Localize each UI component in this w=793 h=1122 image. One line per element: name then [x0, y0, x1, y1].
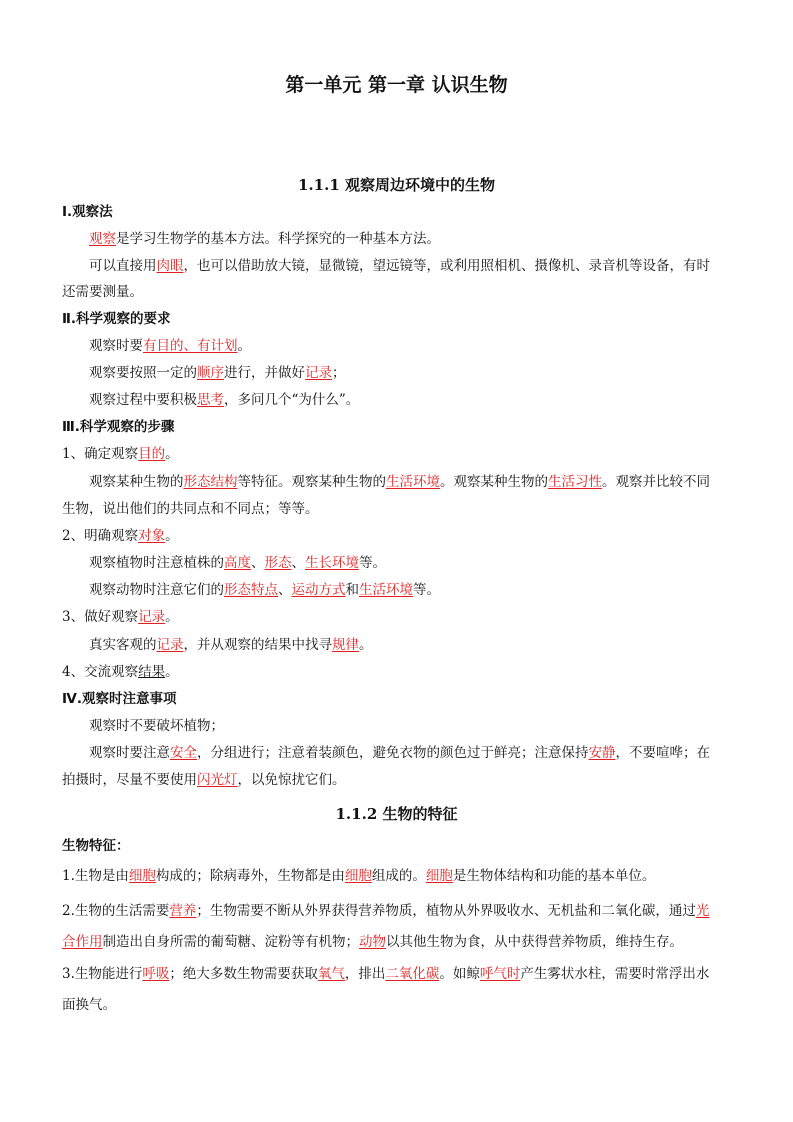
- highlight-term: 合作用: [62, 934, 103, 950]
- text-line: 拍摄时，尽量不要使用闪光灯，以免惊扰它们。: [62, 772, 346, 788]
- highlight-term: 思考: [197, 392, 224, 408]
- highlight-term: 目的: [138, 446, 166, 462]
- text-line: 观察过程中要积极思考，多问几个“为什么”。: [89, 392, 360, 408]
- text-line: 真实客观的记录，并从观察的结果中找寻规律。: [89, 637, 373, 653]
- text-line: 还需要测量。: [62, 284, 143, 300]
- text-line: 观察时不要破坏植物；: [89, 718, 224, 734]
- text-line: 生物，说出他们的共同点和不同点；等等。: [62, 501, 319, 517]
- highlight-term: 形态结构: [183, 474, 238, 490]
- page-title: 第一单元 第一章 认识生物: [285, 74, 508, 96]
- highlight-term: 氧气: [317, 966, 345, 982]
- text-line: 观察时要有目的、有计划。: [89, 338, 251, 354]
- text-line: 可以直接用肉眼，也可以借助放大镜，显微镜，望远镜等，或利用照相机、摄像机、录音机等设备，有时: [89, 258, 710, 274]
- section-title-1-1-2: 1.1.2 生物的特征: [335, 805, 458, 823]
- text-line: 合作用制造出自身所需的葡萄糖、淀粉等有机物；动物以其他生物为食，从中获得营养物质，维持生存。: [62, 934, 683, 950]
- highlight-term: 生长环境: [305, 555, 359, 571]
- highlight-term: 形态特点: [224, 582, 278, 598]
- highlight-term: 有目的、有计划: [143, 338, 238, 354]
- highlight-term: 形态: [264, 555, 292, 571]
- highlight-term: 记录: [305, 365, 332, 381]
- heading-observation-method: Ⅰ.观察法: [62, 204, 113, 220]
- text-line: 观察要按照一定的顺序进行，并做好记录；: [89, 365, 346, 381]
- text-line: 1.生物是由细胞构成的；除病毒外，生物都是由细胞组成的。细胞是生物体结构和功能的基本单位。: [62, 868, 656, 884]
- heading-observation-steps: Ⅲ.科学观察的步骤: [62, 419, 175, 435]
- text-line: 观察动物时注意它们的形态特点、运动方式和生活环境等。: [89, 582, 440, 598]
- text-line: 2、明确观察对象。: [62, 528, 179, 544]
- highlight-term: 闪光灯: [197, 772, 238, 788]
- underlined-term: 结果: [138, 664, 166, 680]
- text-line: 4、交流观察结果。: [62, 664, 179, 680]
- highlight-term: 记录: [156, 637, 184, 653]
- text-line: 观察时要注意安全，分组进行；注意着装颜色，避免衣物的颜色过于鲜亮；注意保持安静，不要喧哗；在: [89, 745, 710, 761]
- text-line: 观察是学习生物学的基本方法。科学探究的一种基本方法。: [89, 231, 440, 247]
- highlight-term: 安全: [170, 745, 197, 761]
- text-line: 面换气。: [62, 997, 116, 1013]
- highlight-term: 记录: [138, 609, 166, 625]
- highlight-term: 运动方式: [291, 582, 346, 598]
- heading-characteristics: 生物特征：: [62, 838, 130, 854]
- highlight-term: 高度: [224, 555, 251, 571]
- highlight-term: 安静: [588, 745, 616, 761]
- text-line: 3.生物能进行呼吸；绝大多数生物需要获取氧气，排出二氧化碳。如鲸呼气时产生雾状水柱，需要时常浮出水: [62, 966, 710, 982]
- highlight-term: 光: [695, 903, 710, 919]
- highlight-term: 生活习性: [548, 474, 602, 490]
- highlight-term: 二氧化碳: [385, 966, 440, 982]
- text-line: 观察某种生物的形态结构等特征。观察某种生物的生活环境。观察某种生物的生活习性。观察并比较不同: [89, 474, 710, 490]
- highlight-term: 呼气时: [479, 966, 521, 982]
- highlight-term: 观察: [89, 231, 116, 247]
- highlight-term: 细胞: [344, 868, 372, 884]
- highlight-term: 对象: [138, 528, 166, 544]
- heading-observation-requirements: Ⅱ.科学观察的要求: [62, 311, 171, 327]
- highlight-term: 生活环境: [386, 474, 440, 490]
- section-title-1-1-1: 1.1.1 观察周边环境中的生物: [298, 176, 495, 194]
- heading-observation-notes: Ⅳ.观察时注意事项: [62, 691, 177, 707]
- highlight-term: 细胞: [425, 868, 453, 884]
- text-line: 1、确定观察目的。: [62, 446, 179, 462]
- highlight-term: 规律: [332, 637, 359, 653]
- highlight-term: 肉眼: [156, 258, 184, 274]
- highlight-term: 动物: [359, 934, 386, 950]
- text-line: 观察植物时注意植株的高度、形态、生长环境等。: [89, 555, 386, 571]
- highlight-term: 细胞: [128, 868, 156, 884]
- text-line: 3、做好观察记录。: [62, 609, 179, 625]
- highlight-term: 呼吸: [142, 966, 170, 982]
- highlight-term: 营养: [169, 903, 197, 919]
- highlight-term: 顺序: [197, 365, 224, 381]
- text-line: 2.生物的生活需要营养；生物需要不断从外界获得营养物质，植物从外界吸收水、无机盐和二氧化碳，通过光: [62, 903, 710, 919]
- highlight-term: 生活环境: [359, 582, 413, 598]
